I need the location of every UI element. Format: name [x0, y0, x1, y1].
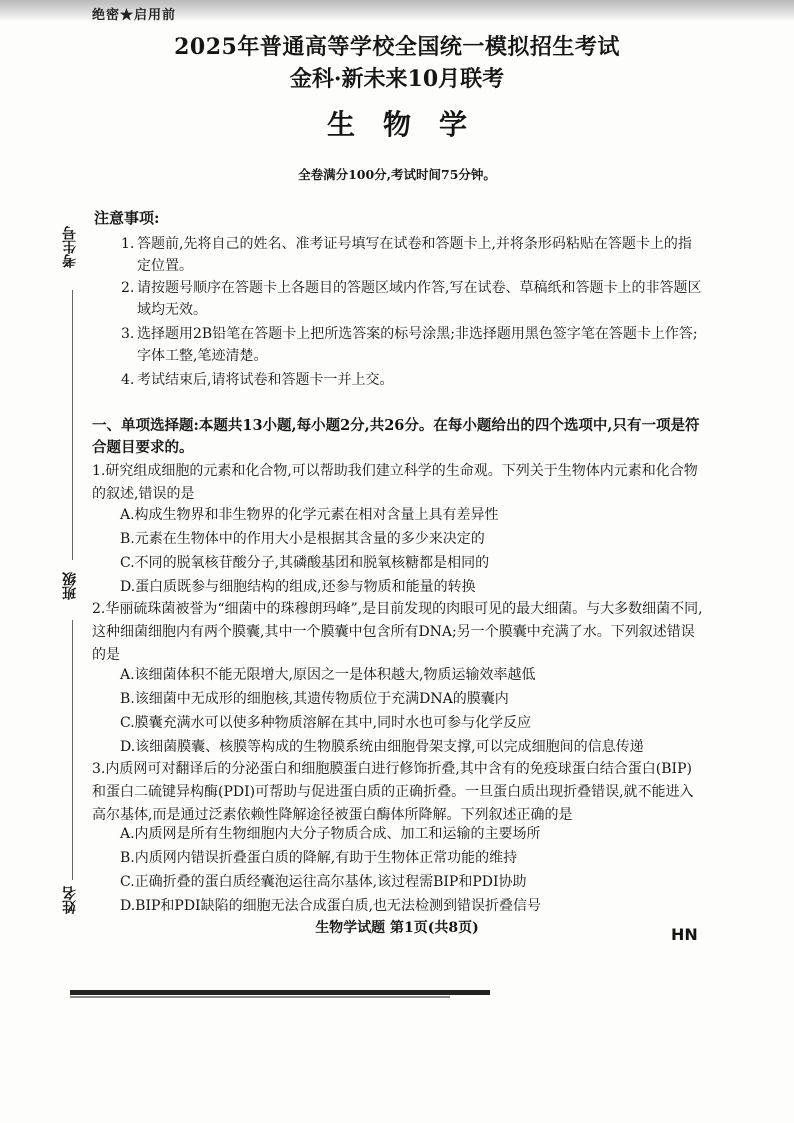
notice-item	[105, 323, 705, 367]
question-option: C.不同的脱氧核苷酸分子,其磷酸基团和脱氧核糖都是相同的	[120, 555, 490, 571]
notice-number: 1.	[121, 236, 135, 252]
question-option: D.蛋白质既参与细胞结构的组成,还参与物质和能量的转换	[120, 579, 476, 595]
page-footer: 生物学试题 第1页(共8页)	[315, 920, 479, 936]
question-stem: 2.华丽硫珠菌被誉为“细菌中的珠穆朗玛峰”,是目前发现的肉眼可见的最大细菌。与大多数细菌不同,这种细菌细胞内有两个膜囊,其中一个膜囊中包含所有DNA;另一个膜囊中充满了水。下列叙述错误的是	[92, 601, 703, 663]
question-option: C.膜囊充满水可以使多种物质溶解在其中,同时水也可参与化学反应	[120, 715, 532, 731]
question-option: A.内质网是所有生物细胞内大分子物质合成、加工和运输的主要场所	[120, 826, 541, 842]
secret-mark: 绝密★启用前	[92, 8, 177, 23]
question-option: D.该细菌膜囊、核膜等构成的生物膜系统由细胞骨架支撑,可以完成细胞间的信息传递	[120, 739, 644, 755]
side-label-name: 姓名	[62, 886, 78, 914]
question-option: B.该细菌中无成形的细胞核,其遗传物质位于充满DNA的膜囊内	[120, 691, 509, 707]
question-option: A.构成生物界和非生物界的化学元素在相对含量上具有差异性	[120, 507, 499, 523]
question-option: B.内质网内错误折叠蛋白质的降解,有助于生物体正常功能的维持	[120, 850, 518, 866]
question-option: B.元素在生物体中的作用大小是根据其含量的多少来决定的	[120, 531, 485, 547]
notice-number: 4.	[121, 372, 135, 388]
question-option: D.BIP和PDI缺陷的细胞无法合成蛋白质,也无法检测到错误折叠信号	[120, 898, 542, 914]
binding-line	[72, 620, 73, 880]
notice-number: 2.	[121, 280, 135, 296]
scan-bottom-bar	[70, 990, 490, 995]
question-stem: 3.内质网可对翻译后的分泌蛋白和细胞膜蛋白进行修饰折叠,其中含有的免疫球蛋白结合蛋白(BIP)和蛋白二硫键异构酶(PDI)可帮助与促进蛋白质的正确折叠。一旦蛋白质出现折叠错误,就不能进入高尔基体,而是通过泛素依赖性降解途径被蛋白酶体所降解。下列叙述正确的是	[92, 761, 694, 823]
notice-text: 答题前,先将自己的姓名、准考证号填写在试卷和答题卡上,并将条形码粘贴在答题卡上的指定位置。	[137, 236, 692, 274]
scan-bottom-bar	[70, 996, 450, 998]
notice-heading: 注意事项:	[94, 209, 160, 227]
notice-number: 3.	[121, 326, 135, 342]
notice-text: 选择题用2B铅笔在答题卡上把所选答案的标号涂黑;非选择题用黑色签字笔在答题卡上作答;字体工整,笔迹清楚。	[137, 326, 698, 364]
notice-item	[105, 277, 705, 321]
subject-title: 生物学	[326, 108, 495, 141]
side-label-exam-no: 考生号	[62, 226, 78, 268]
side-label-class: 班级	[62, 572, 78, 600]
question-stem: 1.研究组成细胞的元素和化合物,可以帮助我们建立科学的生命观。下列关于生物体内元素和化合物的叙述,错误的是	[92, 463, 698, 502]
notice-text: 考试结束后,请将试卷和答题卡一并上交。	[137, 372, 394, 388]
notice-item	[105, 369, 705, 391]
section-heading: 一、单项选择题:本题共13小题,每小题2分,共26分。在每小题给出的四个选项中,只有一项是符合题目要求的。	[92, 417, 700, 456]
region-code: HN	[671, 925, 698, 944]
exam-subtitle: 金科·新未来10月联考	[289, 66, 505, 92]
question-option: A.该细菌体积不能无限增大,原因之一是体积越大,物质运输效率越低	[120, 667, 536, 683]
binding-line	[72, 290, 73, 560]
score-line: 全卷满分100分,考试时间75分钟。	[298, 167, 496, 182]
notice-item	[105, 233, 705, 277]
question-option: C.正确折叠的蛋白质经囊泡运往高尔基体,该过程需BIP和PDI协助	[120, 874, 527, 890]
exam-title: 2025年普通高等学校全国统一模拟招生考试	[174, 34, 620, 60]
notice-text: 请按题号顺序在答题卡上各题目的答题区域内作答,写在试卷、草稿纸和答题卡上的非答题区域均无效。	[137, 280, 702, 318]
